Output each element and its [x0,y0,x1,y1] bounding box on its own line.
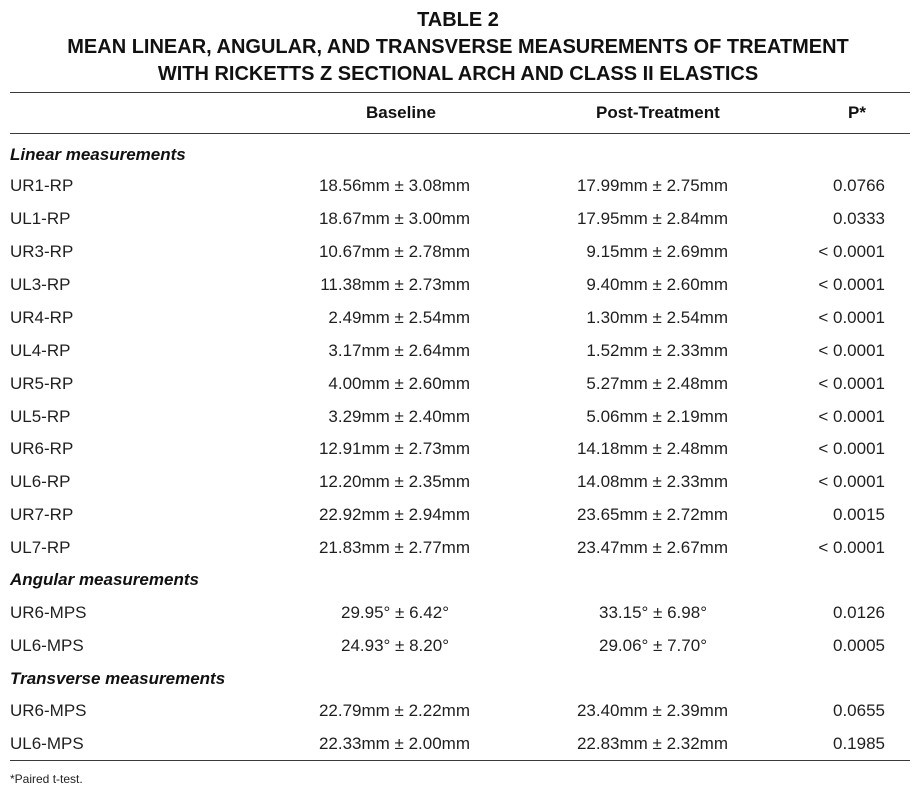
baseline-value: 29.95° ± 6.42° [340,603,449,622]
row-label: UL3-RP [10,275,71,294]
table-title-line-1: MEAN LINEAR, ANGULAR, AND TRANSVERSE MEASUREMENTS OF TREATMENT [67,36,849,58]
baseline-value: 4.00mm ± 2.60mm [328,374,470,393]
post-treatment-value: 29.06° ± 7.70° [598,636,707,655]
row-label: UL6-RP [10,472,71,491]
post-treatment-value: 23.47mm ± 2.67mm [576,538,728,557]
p-value: < 0.0001 [818,242,885,261]
section-heading-transverse: Transverse measurements [10,669,226,688]
header-post-treatment: Post-Treatment [596,103,720,122]
post-treatment-value: 14.18mm ± 2.48mm [576,439,728,458]
p-value: < 0.0001 [818,439,885,458]
p-value: < 0.0001 [818,341,885,360]
row-label: UL1-RP [10,209,71,228]
post-treatment-value: 17.99mm ± 2.75mm [576,176,728,195]
baseline-value: 12.91mm ± 2.73mm [318,439,470,458]
table-row [0,308,916,334]
baseline-value: 22.79mm ± 2.22mm [318,701,470,720]
header-p-value: P* [848,103,866,122]
baseline-value: 24.93° ± 8.20° [340,636,449,655]
row-label: UL4-RP [10,341,71,360]
header-rule [10,133,910,134]
table-row [0,374,916,400]
baseline-value: 18.56mm ± 3.08mm [318,176,470,195]
row-label: UR6-MPS [10,603,87,622]
table-row [0,407,916,433]
post-treatment-value: 33.15° ± 6.98° [598,603,707,622]
baseline-value: 18.67mm ± 3.00mm [318,209,470,228]
top-rule [10,92,910,93]
table-row [0,603,916,629]
row-label: UR3-RP [10,242,74,261]
p-value: 0.0766 [833,176,885,195]
table-row [0,636,916,662]
baseline-value: 2.49mm ± 2.54mm [328,308,470,327]
bottom-rule [10,760,910,761]
baseline-value: 12.20mm ± 2.35mm [318,472,470,491]
post-treatment-value: 5.06mm ± 2.19mm [586,407,728,426]
table-row [0,538,916,564]
p-value: < 0.0001 [818,407,885,426]
p-value: < 0.0001 [818,538,885,557]
post-treatment-value: 1.52mm ± 2.33mm [586,341,728,360]
p-value: 0.1985 [833,734,885,753]
row-label: UR6-RP [10,439,74,458]
post-treatment-value: 23.40mm ± 2.39mm [576,701,728,720]
row-label: UL7-RP [10,538,71,557]
row-label: UL6-MPS [10,734,84,753]
row-label: UR4-RP [10,308,74,327]
baseline-value: 22.92mm ± 2.94mm [318,505,470,524]
baseline-value: 10.67mm ± 2.78mm [318,242,470,261]
table-row [0,734,916,760]
p-value: < 0.0001 [818,275,885,294]
section-heading-linear: Linear measurements [10,145,186,164]
p-value: 0.0126 [833,603,885,622]
row-label: UL5-RP [10,407,71,426]
table-row [0,439,916,465]
p-value: 0.0333 [833,209,885,228]
row-label: UR5-RP [10,374,74,393]
p-value: 0.0015 [833,505,885,524]
section-heading-angular: Angular measurements [10,570,199,589]
p-value: 0.0005 [833,636,885,655]
p-value: 0.0655 [833,701,885,720]
row-label: UR6-MPS [10,701,87,720]
baseline-value: 3.17mm ± 2.64mm [328,341,470,360]
header-baseline: Baseline [366,103,436,122]
footnote: *Paired t-test. [10,772,83,786]
post-treatment-value: 14.08mm ± 2.33mm [576,472,728,491]
p-value: < 0.0001 [818,308,885,327]
post-treatment-value: 22.83mm ± 2.32mm [576,734,728,753]
table-row [0,275,916,301]
p-value: < 0.0001 [818,374,885,393]
row-label: UL6-MPS [10,636,84,655]
post-treatment-value: 9.15mm ± 2.69mm [586,242,728,261]
baseline-value: 22.33mm ± 2.00mm [318,734,470,753]
table-row [0,209,916,235]
post-treatment-value: 5.27mm ± 2.48mm [586,374,728,393]
table-title-line-2: WITH RICKETTS Z SECTIONAL ARCH AND CLASS II ELASTICS [157,63,759,85]
post-treatment-value: 23.65mm ± 2.72mm [576,505,728,524]
p-value: < 0.0001 [818,472,885,491]
baseline-value: 11.38mm ± 2.73mm [320,275,470,294]
table-row [0,472,916,498]
table-row [0,242,916,268]
table-number: TABLE 2 [417,9,499,31]
baseline-value: 3.29mm ± 2.40mm [328,407,470,426]
post-treatment-value: 9.40mm ± 2.60mm [586,275,728,294]
row-label: UR1-RP [10,176,74,195]
post-treatment-value: 17.95mm ± 2.84mm [576,209,728,228]
table-row [0,176,916,202]
table-row [0,505,916,531]
baseline-value: 21.83mm ± 2.77mm [318,538,470,557]
post-treatment-value: 1.30mm ± 2.54mm [586,308,728,327]
table-row [0,701,916,727]
table-row [0,341,916,367]
row-label: UR7-RP [10,505,74,524]
